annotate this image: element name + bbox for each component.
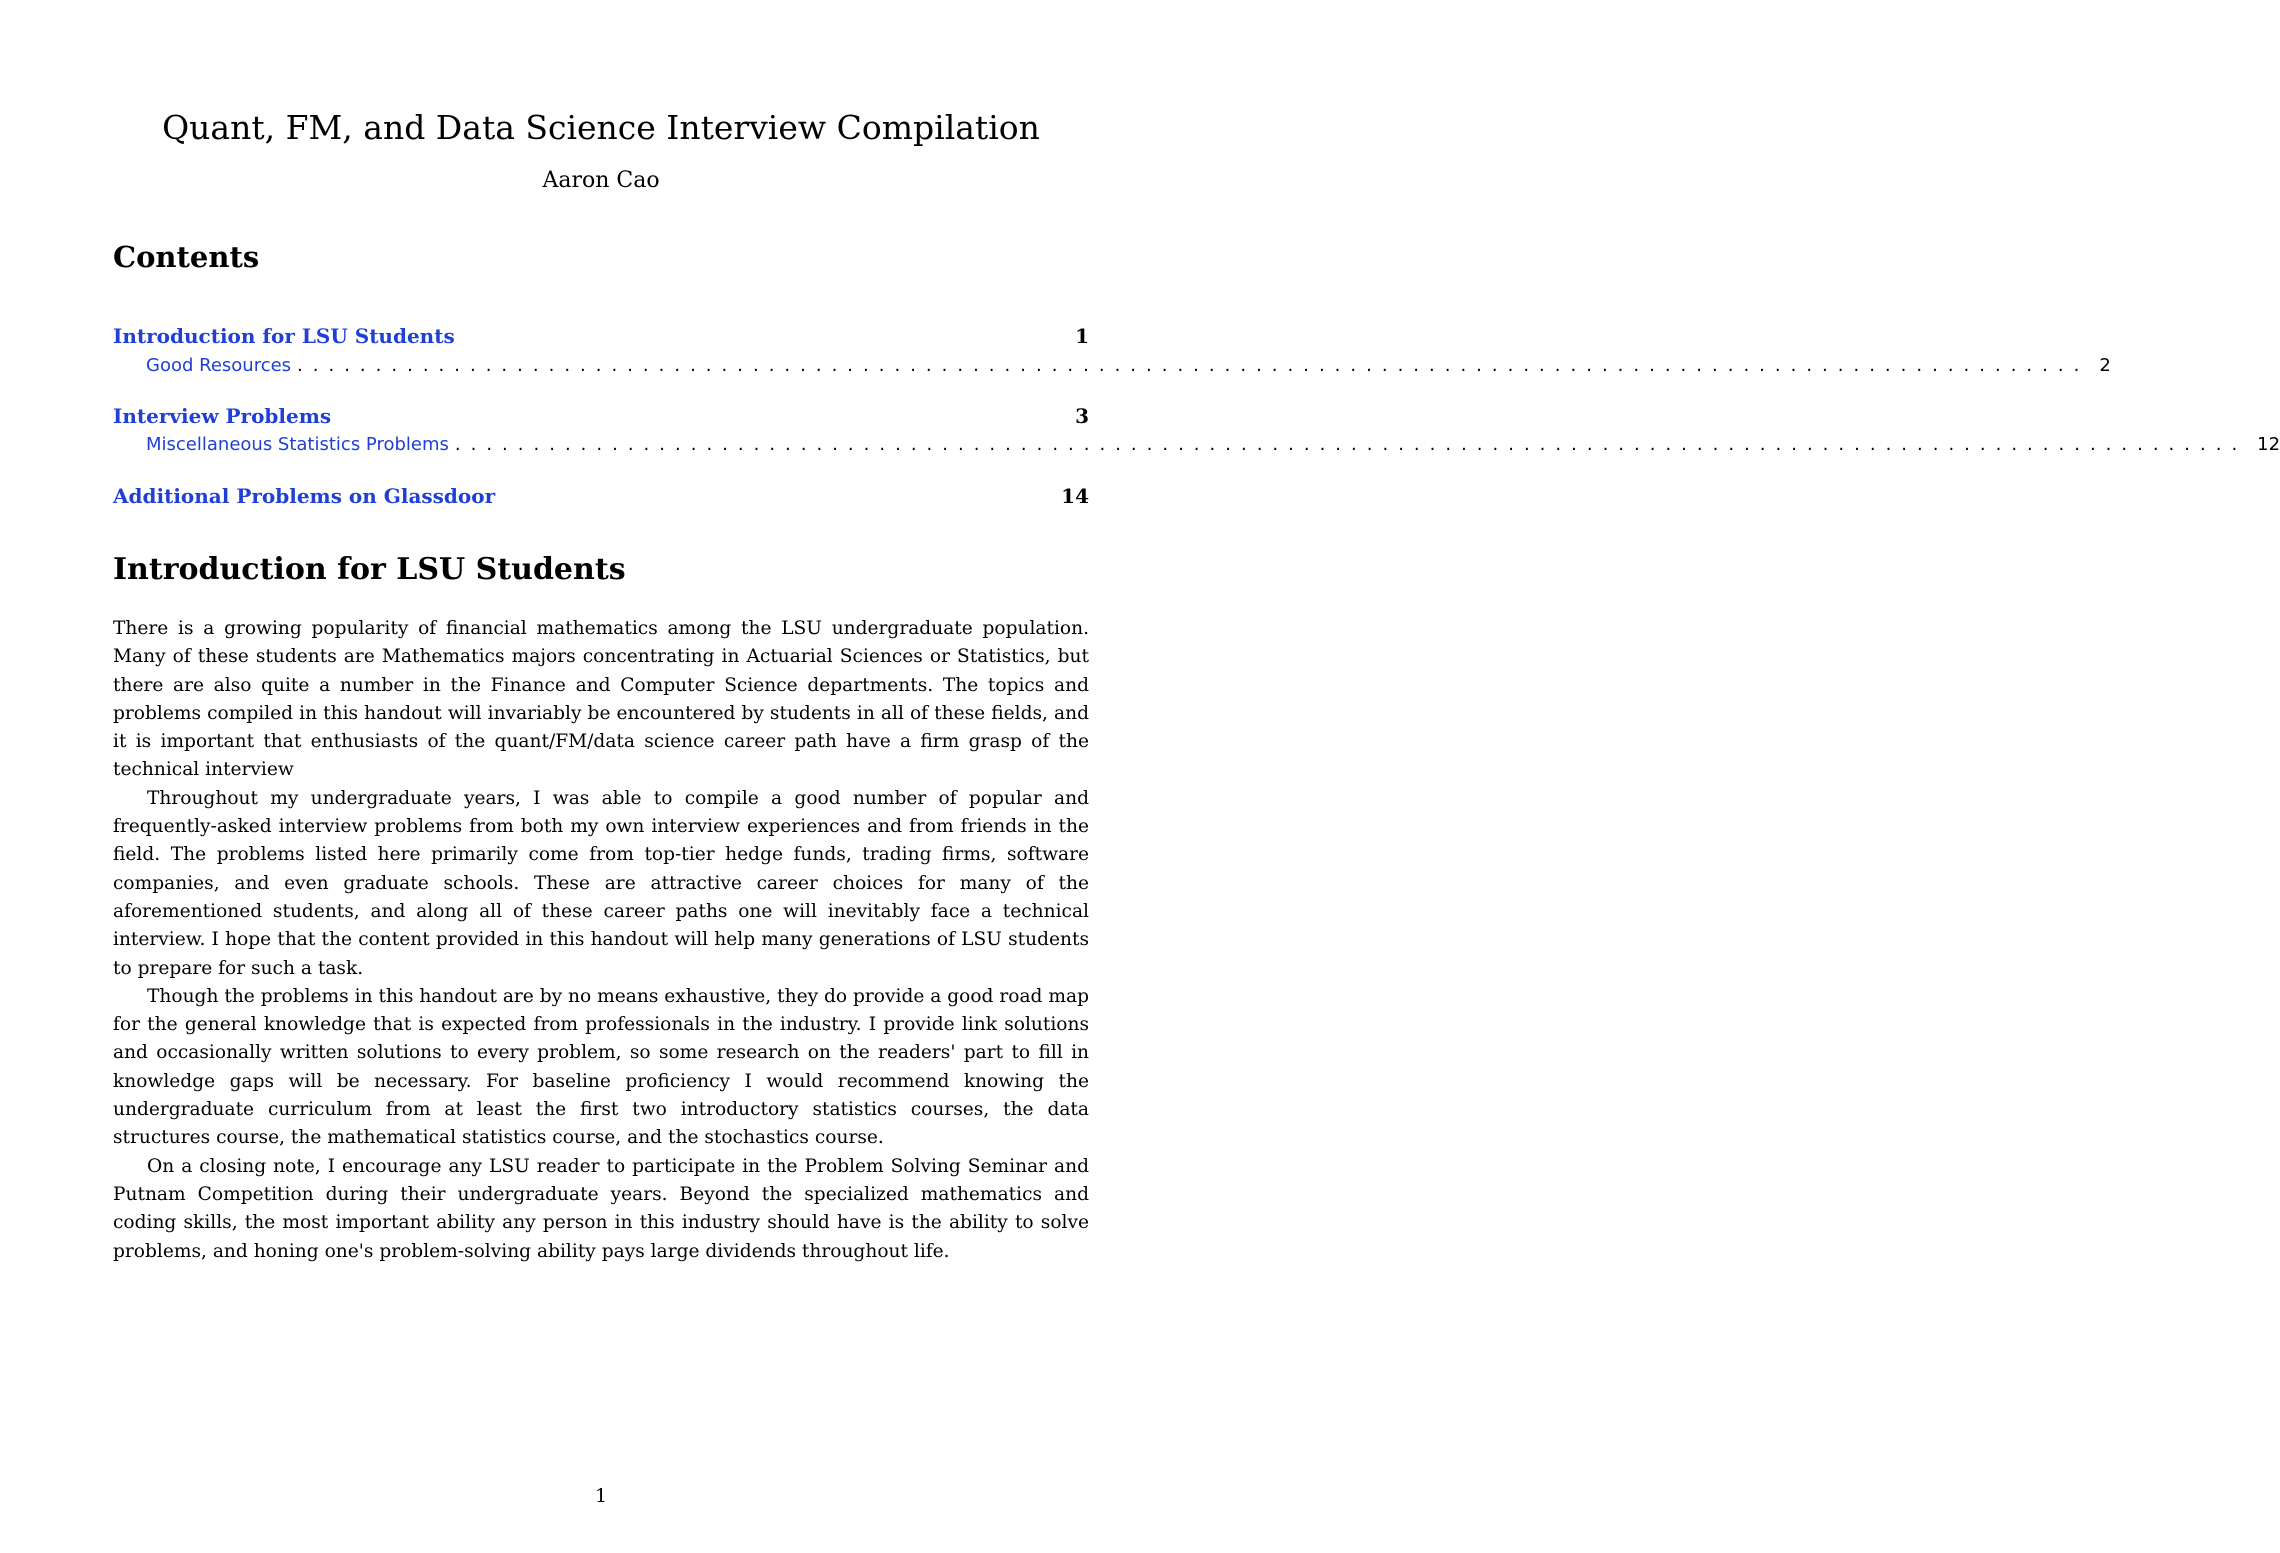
toc-entry-good-resources[interactable] bbox=[113, 353, 2111, 379]
toc-entry-misc-statistics[interactable] bbox=[113, 432, 2280, 458]
contents-heading: Contents bbox=[113, 240, 260, 274]
toc-page-number: 3 bbox=[1075, 404, 1089, 428]
toc-page-number: 12 bbox=[2257, 434, 2280, 455]
section-heading-introduction: Introduction for LSU Students bbox=[113, 552, 626, 587]
toc-link-misc-statistics[interactable]: Miscellaneous Statistics Problems bbox=[146, 434, 449, 455]
toc-page-number: 2 bbox=[2099, 355, 2111, 376]
page-number: 1 bbox=[594, 1485, 608, 1507]
paragraph: There is a growing popularity of financial mathematics among the LSU undergraduate population. Many of these students are Mathematics majors concentrating in Actuarial Sciences or Statistics, but there are also quite a number in the Finance and Computer Science departments. The topics and problems compiled in this handout will invariably be encountered by students in all of these fields, and it is important that enthusiasts of the quant/FM/data science career path have a firm grasp of the technical interview bbox=[113, 618, 1089, 781]
toc-dot-leader: .................................................................................................................. bbox=[297, 355, 2090, 376]
introduction-body bbox=[113, 615, 1089, 1266]
toc-page-number: 14 bbox=[1061, 484, 1089, 508]
document-author: Aaron Cao bbox=[542, 168, 660, 193]
document-title: Quant, FM, and Data Science Interview Compilation bbox=[162, 108, 1040, 147]
paragraph: Throughout my undergraduate years, I was able to compile a good number of popular and frequently-asked interview problems from both my own interview experiences and from friends in the field. The problems listed here primarily come from top-tier hedge funds, trading firms, software companies, and even graduate schools. These are attractive career choices for many of the aforementioned students, and along all of these career paths one will inevitably face a technical interview. I hope that the content provided in this handout will help many generations of LSU students to prepare for such a task. bbox=[113, 787, 1089, 979]
toc-entry-interview-problems[interactable] bbox=[113, 402, 1089, 430]
paragraph: Though the problems in this handout are by no means exhaustive, they do provide a good road map for the general knowledge that is expected from professionals in the industry. I provide link solutions and occasionally written solutions to every problem, so some research on the readers' part to fill in knowledge gaps will be necessary. For baseline proficiency I would recommend knowing the undergraduate curriculum from at least the first two introductory statistics courses, the data structures course, the mathematical statistics course, and the stochastics course. bbox=[113, 985, 1089, 1149]
toc-entry-introduction[interactable] bbox=[113, 322, 1089, 350]
toc-link-good-resources[interactable]: Good Resources bbox=[146, 355, 292, 376]
toc-link-glassdoor[interactable]: Additional Problems on Glassdoor bbox=[113, 484, 496, 508]
toc-page-number: 1 bbox=[1075, 324, 1089, 348]
toc-entry-glassdoor[interactable] bbox=[113, 482, 1089, 510]
paragraph: On a closing note, I encourage any LSU reader to participate in the Problem Solving Seminar and Putnam Competition during their undergraduate years. Beyond the specialized mathematics and coding skills, the most important ability any person in this industry should have is the ability to solve problems, and honing one's problem-solving ability pays large dividends throughout life. bbox=[113, 1155, 1089, 1262]
toc-dot-leader: .................................................................................................................. bbox=[454, 434, 2248, 455]
toc-link-interview-problems[interactable]: Interview Problems bbox=[113, 404, 332, 428]
toc-link-introduction[interactable]: Introduction for LSU Students bbox=[113, 324, 455, 348]
